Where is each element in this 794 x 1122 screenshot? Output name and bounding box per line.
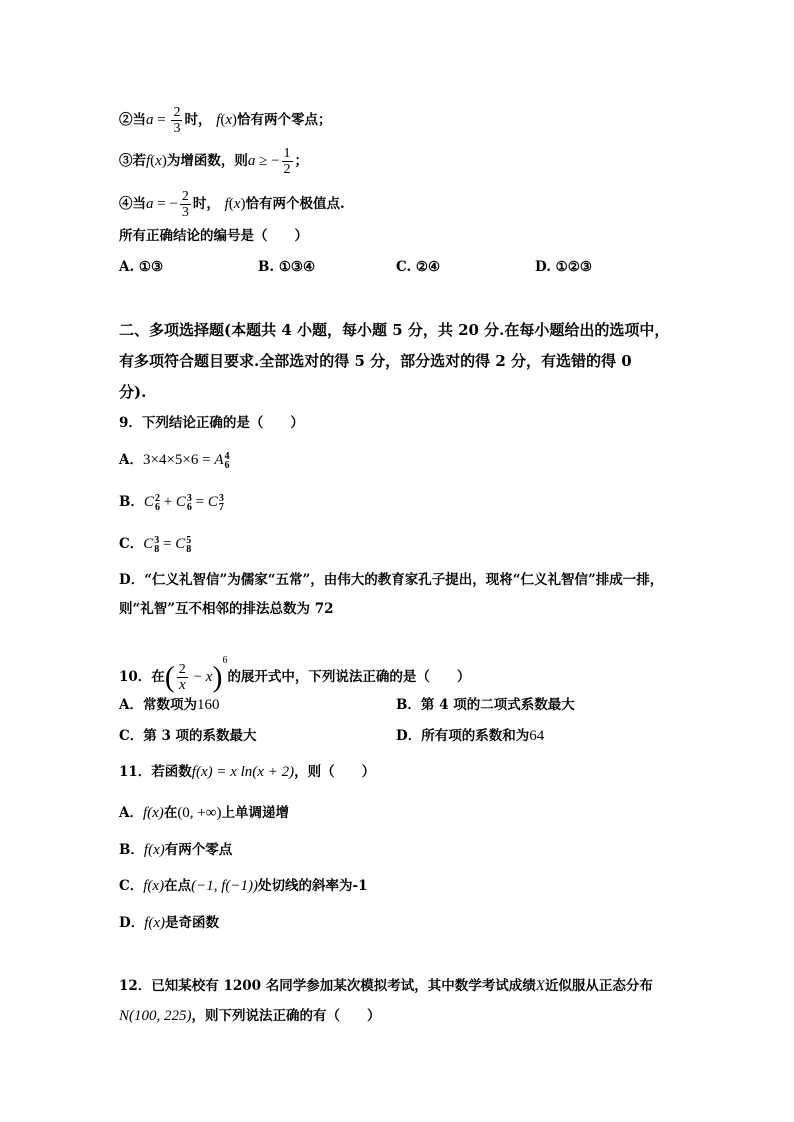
text: ③若	[119, 153, 146, 169]
denominator: x	[178, 677, 186, 693]
option-text: 所有项的系数和为	[421, 728, 530, 744]
text: 近似服从正态分布	[544, 978, 653, 994]
sup-sub	[219, 494, 224, 512]
text: 处切线的斜率为-1	[257, 878, 368, 894]
math-var: a	[247, 153, 256, 169]
numerator: 1	[283, 146, 291, 161]
math-var: C	[207, 494, 218, 510]
text: 时，	[192, 196, 220, 212]
text: ；	[294, 153, 309, 169]
math-var: C	[175, 536, 186, 552]
math-var: X	[535, 978, 545, 994]
text: 的展开式中，下列说法正确的是（ ）	[227, 669, 471, 685]
q9-option-a[interactable]	[119, 450, 230, 470]
math-op: ≥ −	[255, 153, 280, 169]
math-var: f	[146, 153, 151, 169]
exponent: 6	[222, 655, 228, 666]
text: 恰有两个零点；	[237, 112, 332, 128]
subscript: 8	[186, 543, 192, 555]
option-value: 64	[529, 728, 545, 744]
math-op: +	[159, 494, 176, 510]
option-text: ①③	[138, 259, 164, 275]
option-label: A.	[119, 259, 135, 275]
text: 在点	[164, 878, 192, 894]
q8-option-a[interactable]	[119, 257, 163, 277]
denominator: 3	[173, 121, 181, 136]
math-var: f	[216, 112, 221, 128]
superscript: 4	[224, 450, 230, 462]
option-label: D．	[119, 915, 145, 931]
math-var: A	[214, 452, 224, 468]
option-label: D.	[535, 259, 551, 275]
text: 10．在	[119, 669, 165, 685]
text: 时，	[184, 112, 212, 128]
fraction	[177, 662, 188, 693]
text: 上单调递增	[221, 805, 289, 821]
math-var: x	[155, 153, 162, 169]
q10-option-d[interactable]	[396, 726, 544, 746]
superscript: 3	[218, 492, 224, 504]
math-expr: f(x)	[144, 915, 166, 931]
option-label: B.	[258, 259, 275, 275]
math-var: x	[233, 196, 241, 212]
math-expr: N(100, 225)	[119, 1008, 192, 1024]
sup-sub	[186, 536, 191, 554]
q11-stem	[119, 762, 375, 782]
subscript: 8	[154, 543, 160, 555]
math-op: =	[159, 536, 176, 552]
q9-option-b[interactable]	[119, 492, 224, 512]
option-label: B．	[119, 842, 144, 858]
q11-option-b[interactable]	[119, 840, 232, 860]
option-label: A．	[119, 805, 143, 821]
math-op: =	[153, 112, 170, 128]
numerator: 2	[178, 662, 186, 677]
subscript: 6	[154, 501, 160, 513]
text: ，则（ ）	[294, 764, 376, 780]
math-expr: f(x) = x ln(x + 2)	[191, 764, 295, 780]
q9-option-c[interactable]	[119, 534, 191, 554]
option-label: C．	[119, 878, 144, 894]
q8-item-2: ②当a = $\frac{2}{3}$ 时， f(x)恰有两个零点；	[119, 105, 332, 136]
subscript: 6	[186, 501, 192, 513]
math-var: C	[143, 494, 154, 510]
option-label: C．	[119, 728, 144, 744]
option-text: 第 3 项的系数最大	[143, 728, 257, 744]
math-var: a	[146, 196, 154, 212]
text: ，则下列说法正确的有（ ）	[191, 1008, 381, 1024]
superscript: 2	[154, 492, 160, 504]
section-heading-line-3: 分).	[119, 383, 147, 401]
q9-option-d-line-1[interactable]: D．“仁义礼智信”为儒家“五常”，由伟大的教育家孔子提出，现将“仁义礼智信”排成一排，	[119, 572, 664, 588]
fraction	[282, 146, 293, 177]
q8-option-b[interactable]	[258, 257, 315, 277]
numerator: 2	[173, 105, 181, 120]
math-expr: f(x)	[143, 878, 165, 894]
denominator: 3	[181, 205, 189, 220]
math-var: f	[224, 196, 229, 212]
q11-option-a[interactable]	[119, 803, 289, 823]
math-var: C	[175, 494, 186, 510]
option-label: C．	[119, 536, 144, 552]
text: ④当	[119, 196, 146, 212]
text: 12．已知某校有 1200 名同学参加某次模拟考试，其中数学考试成绩	[119, 978, 536, 994]
fraction	[171, 105, 182, 136]
q10-option-c[interactable]	[119, 726, 257, 746]
option-label: D．	[396, 728, 422, 744]
subscript: 7	[218, 501, 224, 513]
math-var: x	[225, 112, 233, 128]
q10-option-a[interactable]	[119, 695, 219, 715]
q8-item-4: ④当a = − $\frac{2}{3}$ 时， f(x)恰有两个极值点.	[119, 189, 345, 220]
option-text: ①②③	[555, 259, 592, 275]
q8-option-d[interactable]	[535, 257, 592, 277]
option-value: 160	[196, 697, 220, 713]
text: 11．若函数	[119, 764, 192, 780]
section-heading-line-2: 有多项符合题目要求.全部选对的得 5 分，部分选对的得 2 分，有选错的得 0	[119, 352, 632, 370]
text: 有两个零点	[164, 842, 233, 858]
text: 在	[163, 805, 178, 821]
option-text: 第 4 项的二项式系数最大	[420, 697, 575, 713]
option-label: B．	[119, 494, 144, 510]
option-label: C.	[396, 259, 412, 275]
option-label: B．	[396, 697, 421, 713]
option-label: A．	[119, 452, 143, 468]
section-heading-line-1: 二、多项选择题(本题共 4 小题，每小题 5 分，共 20 分.在每小题给出的选项中，	[119, 321, 670, 339]
superscript: 3	[186, 492, 192, 504]
text: 是奇函数	[165, 915, 220, 931]
superscript: 5	[186, 534, 192, 546]
math-expr: f(x)	[142, 805, 164, 821]
math-var: a	[146, 112, 154, 128]
text: 为增函数，则	[166, 153, 248, 169]
q11-option-c[interactable]	[119, 876, 367, 896]
text: 恰有两个极值点.	[245, 196, 345, 212]
math-op: = −	[153, 196, 178, 212]
q10-stem: 10．在( $\frac{2}{x}$ − x)$^6$的展开式中，下列说法正确的是（ ）	[119, 655, 471, 694]
superscript: 3	[154, 534, 160, 546]
q12-line-1	[119, 976, 653, 996]
q10-option-b[interactable]	[396, 695, 575, 715]
q12-line-2	[119, 1006, 381, 1026]
math-var: x	[205, 669, 213, 685]
fraction	[180, 189, 191, 220]
math-var: C	[143, 536, 154, 552]
q8-option-c[interactable]	[396, 257, 440, 277]
numerator: 2	[181, 189, 189, 204]
denominator: 2	[283, 162, 291, 177]
option-text: 常数项为	[142, 697, 197, 713]
math-op: −	[189, 669, 206, 685]
math-expr: (−1, f(−1))	[191, 878, 258, 894]
q8-ask: 所有正确结论的编号是（ ）	[119, 228, 308, 244]
q9-stem: 9．下列结论正确的是（ ）	[119, 415, 304, 431]
sup-sub	[225, 452, 230, 470]
text: ②当	[119, 112, 146, 128]
q11-option-d[interactable]	[119, 913, 219, 933]
q9-option-d-line-2: 则“礼智”互不相邻的排法总数为 72	[119, 601, 334, 617]
subscript: 6	[224, 459, 230, 471]
option-text: ②④	[415, 259, 441, 275]
option-label: A．	[119, 697, 143, 713]
math-expr: (0, +∞)	[177, 805, 222, 821]
math-op: =	[191, 494, 208, 510]
q8-item-3: ③若f(x)为增函数，则a ≥ − $\frac{1}{2}$ ；	[119, 146, 309, 177]
math-expr: f(x)	[143, 842, 165, 858]
option-text: ①③④	[278, 259, 316, 275]
math-expr: 3×4×5×6 =	[142, 452, 215, 468]
